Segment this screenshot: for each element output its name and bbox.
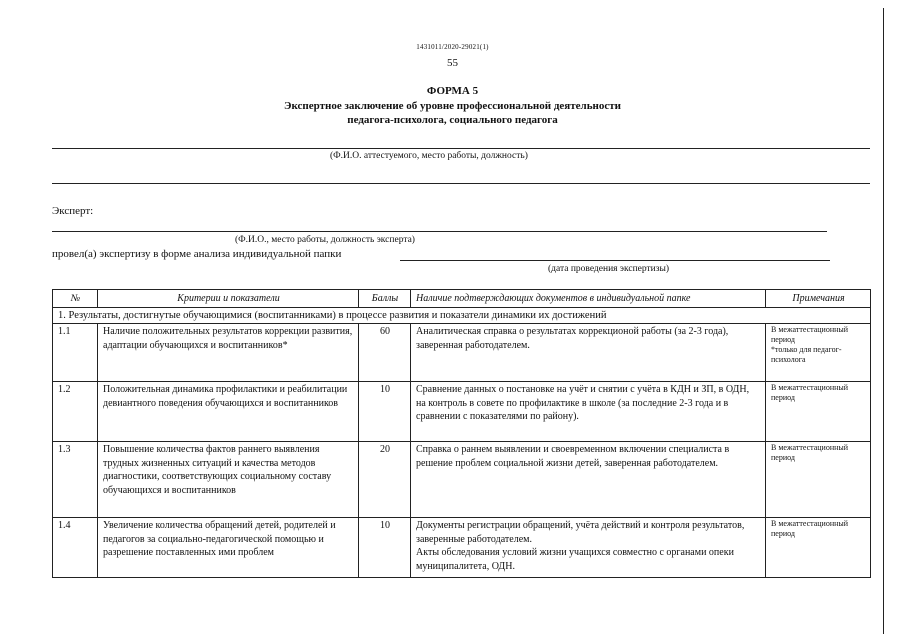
- section-title: 1. Результаты, достигнутые обучающимися (воспитанниками) в процессе развития и показатели динамики их достижений: [53, 307, 871, 324]
- form-subtitle-line2: педагога-психолога, социального педагога: [347, 114, 558, 126]
- expert-caption: (Ф.И.О., место работы, должность эксперта): [235, 235, 415, 245]
- date-caption: (дата проведения экспертизы): [548, 264, 670, 274]
- criteria-table: [52, 289, 871, 578]
- row-note-extra: *только для педагог-психолога: [771, 345, 842, 364]
- row-documents: Аналитическая справка о результатах коррекционой работы (за 2-3 года), заверенная работодателем.: [411, 324, 766, 382]
- row-points: 10: [359, 382, 411, 442]
- conducted-label: провел(а) экспертизу в форме анализа индивидуальной папки: [52, 248, 342, 260]
- expert-fill-line: [52, 231, 827, 232]
- row-note-main: В межаттестационный период: [771, 325, 849, 344]
- row-note-main: В межаттестационный период: [771, 383, 849, 402]
- row-points: 10: [359, 518, 411, 578]
- row-number: 1.2: [53, 382, 98, 442]
- table-row: [53, 324, 871, 382]
- row-criteria: Наличие положительных результатов коррекции развития, адаптации обучающихся и воспитанников*: [98, 324, 359, 382]
- row-note: [766, 324, 871, 382]
- row-documents-main: Документы регистрации обращений, учёта действий и контроля результатов, заверенные работодателем.: [416, 520, 745, 545]
- row-note: [766, 518, 871, 578]
- page-number: 55: [447, 57, 458, 69]
- header-criteria: Критерии и показатели: [98, 290, 359, 308]
- expert-label: Эксперт:: [52, 205, 94, 217]
- row-documents: [411, 518, 766, 578]
- form-subtitle-line1: Экспертное заключение об уровне профессиональной деятельности: [284, 100, 621, 112]
- row-points: 20: [359, 442, 411, 518]
- form-title: ФОРМА 5: [426, 85, 479, 97]
- row-note: [766, 382, 871, 442]
- header-points: Баллы: [359, 290, 411, 308]
- document-id: 1431011/2020-29021(1): [416, 43, 489, 51]
- table-row: [53, 382, 871, 442]
- row-number: 1.3: [53, 442, 98, 518]
- row-criteria: Положительная динамика профилактики и реабилитации девиантного поведения обучающихся и воспитанников: [98, 382, 359, 442]
- row-documents-extra: Акты обследования условий жизни учащихся совместно с органами опеки муниципалитета, ОДН.: [416, 547, 734, 572]
- header-num: №: [53, 290, 98, 308]
- attestee-caption: (Ф.И.О. аттестуемого, место работы, должность): [330, 151, 528, 161]
- row-documents: Сравнение данных о постановке на учёт и снятии с учёта в КДН и ЗП, в ОДН, на контроль в совете по профилактике в школе (за последние 2-3 года и в сравнении с показателями по району).: [411, 382, 766, 442]
- row-criteria: Увеличение количества обращений детей, родителей и педагогов за социально-педагогической помощью и разрешение поставленных ими проблем: [98, 518, 359, 578]
- table-header-row: [53, 290, 871, 308]
- row-documents: Справка о раннем выявлении и своевременном включении специалиста в решение проблем социальной жизни детей, заверенная работодателем.: [411, 442, 766, 518]
- row-points: 60: [359, 324, 411, 382]
- table-row: [53, 518, 871, 578]
- date-fill-line: [400, 260, 830, 261]
- attestee-fill-line-2: [52, 183, 870, 184]
- header-notes: Примечания: [766, 290, 871, 308]
- table-row: [53, 442, 871, 518]
- row-note-main: В межаттестационный период: [771, 519, 849, 538]
- attestee-fill-line: [52, 148, 870, 149]
- row-note-main: В межаттестационный период: [771, 443, 849, 462]
- header-documents: Наличие подтверждающих документов в индивидуальной папке: [411, 290, 766, 308]
- row-number: 1.1: [53, 324, 98, 382]
- row-note: [766, 442, 871, 518]
- row-number: 1.4: [53, 518, 98, 578]
- row-criteria: Повышение количества фактов раннего выявления трудных жизненных ситуаций и качества методов диагностики, соответствующих социальному составу обучающихся и воспитанников: [98, 442, 359, 518]
- section-header-row: [53, 307, 871, 324]
